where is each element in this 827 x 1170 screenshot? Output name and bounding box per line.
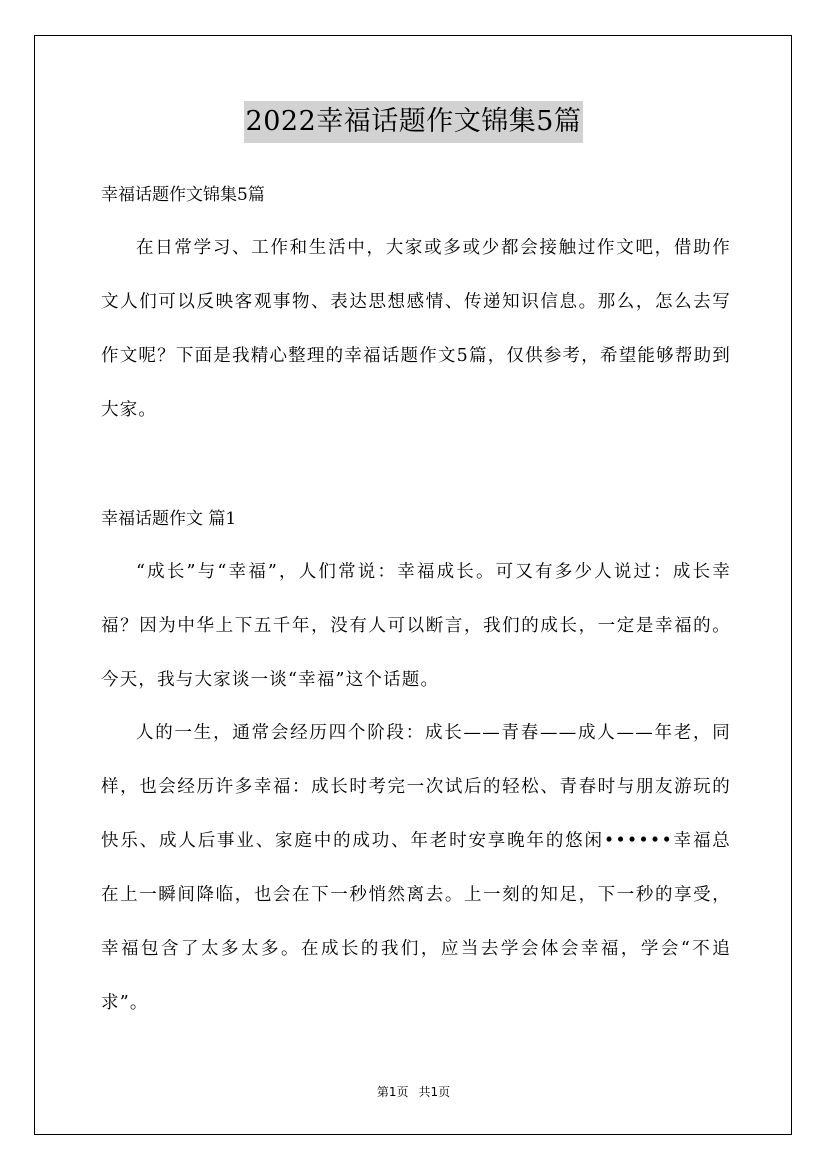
section-heading: 幸福话题作文 篇1 [101,509,237,529]
section-paragraph: 人的一生，通常会经历四个阶段：成长——青春——成人——年老，同样，也会经历许多幸福：成长时考完一次试后的轻松、青春时与朋友游玩的快乐、成人后事业、家庭中的成功、年老时安享晚年的悠闲••••••幸福总在上一瞬间降临，也会在下一秒悄然离去。上一刻的知足，下一秒的享受，幸福包含了太多太多。在成长的我们，应当去学会体会幸福，学会“不追求”。 [101,723,731,1013]
section-paragraph: “成长”与“幸福”，人们常说：幸福成长。可又有多少人说过：成长幸福？因为中华上下五千年，没有人可以断言，我们的成长，一定是幸福的。今天，我与大家谈一谈“幸福”这个话题。 [101,562,731,690]
title-wrap [0,101,827,143]
intro-paragraph: 在日常学习、工作和生活中，大家或多或少都会接触过作文吧，借助作文人们可以反映客观事物、表达思想感情、传递知识信息。那么，怎么去写作文呢？下面是我精心整理的幸福话题作文5篇，仅供参考，希望能够帮助到大家。 [101,238,731,420]
document-subtitle: 幸福话题作文锦集5篇 [101,185,265,205]
page-footer [0,1083,827,1101]
document-title: 2022幸福话题作文锦集5篇 [244,101,584,143]
page-number: 第1页 [376,1085,409,1099]
page-total: 共1页 [418,1085,451,1099]
